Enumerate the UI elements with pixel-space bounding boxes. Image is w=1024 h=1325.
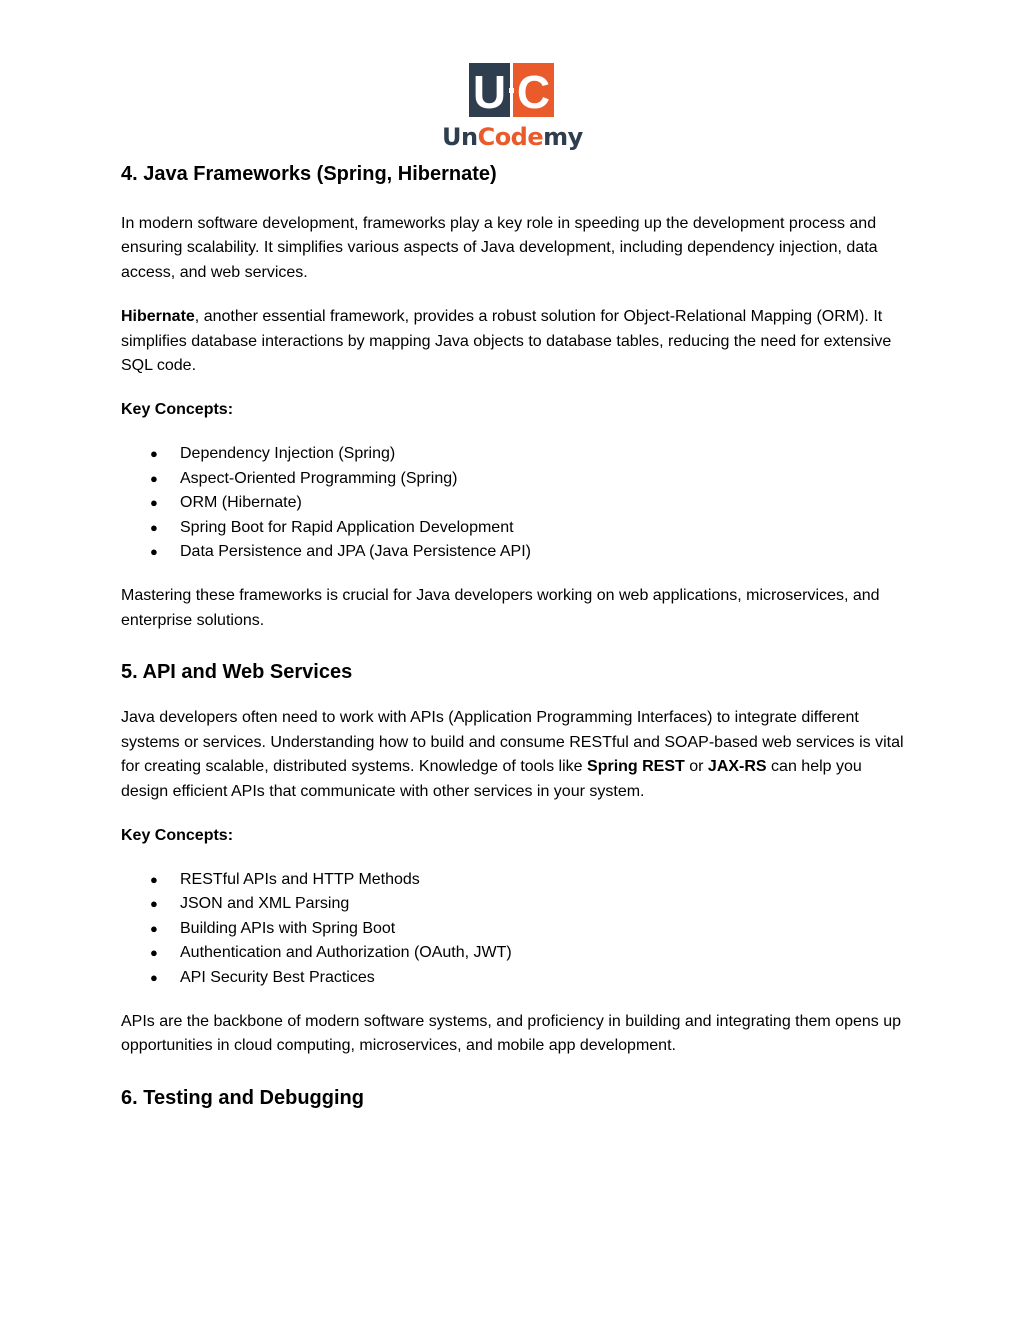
list-item: [121, 467, 911, 491]
logo-word-part2: Code: [477, 123, 544, 151]
list-item: [121, 516, 911, 540]
list-item-text: Spring Boot for Rapid Application Development: [180, 518, 514, 536]
list-item-text: Building APIs with Spring Boot: [180, 919, 396, 937]
list-item: [121, 868, 911, 892]
list-item-text: Dependency Injection (Spring): [180, 445, 396, 463]
list-item: [121, 941, 911, 965]
list-item-text: ORM (Hibernate): [180, 494, 302, 512]
list-item: [121, 917, 911, 941]
section-heading: 6. Testing and Debugging: [121, 1086, 364, 1109]
paragraph-text: can help you design efficient APIs that communicate with other services in your system.: [121, 758, 862, 800]
list-item: [121, 442, 911, 466]
list-item-text: Data Persistence and JPA (Java Persistence API): [180, 543, 531, 561]
list-item: [121, 892, 911, 916]
bold-term: Spring REST: [587, 758, 685, 776]
bullet-icon: ●: [150, 945, 158, 961]
section-heading: 4. Java Frameworks (Spring, Hibernate): [121, 163, 497, 185]
document-body: [121, 160, 911, 1112]
paragraph-text: or: [684, 758, 708, 776]
paragraph: [121, 305, 911, 378]
uncodemy-logo: [442, 63, 582, 153]
bullet-list: [121, 442, 911, 564]
paragraph: [121, 706, 911, 804]
paragraph-text: Java developers often need to work with APIs (Application Programming Interfaces) to integrate different systems or services. Understanding how to build and consume RESTful and SOAP-based web services is vital for creating scalable, distributed systems. Knowledge of tools like: [121, 709, 904, 776]
logo-mark-left: U: [472, 66, 507, 117]
logo-wordmark: [442, 122, 582, 152]
paragraph: Mastering these frameworks is crucial for Java developers working on web applications, microservices, and enterprise solutions.: [121, 587, 880, 629]
paragraph: APIs are the backbone of modern software systems, and proficiency in building and integrating them opens up opportunities in cloud computing, microservices, and mobile app development.: [121, 1012, 902, 1055]
list-item-text: JSON and XML Parsing: [180, 895, 350, 913]
bullet-list: [121, 868, 911, 990]
list-item: [121, 540, 911, 564]
bullet-icon: ●: [150, 495, 158, 511]
bullet-icon: ●: [150, 969, 158, 985]
logo-word-part3: my: [543, 123, 583, 151]
key-concepts-label: Key Concepts:: [121, 826, 234, 844]
paragraph: In modern software development, frameworks play a key role in speeding up the development process and ensuring scalability. It simplifies various aspects of Java development, including dependency injection, data access, and web services.: [121, 215, 878, 281]
logo-word-part1: Un: [442, 123, 478, 151]
list-item: [121, 491, 911, 515]
uc-logo-mark: [469, 63, 554, 117]
bold-term: JAX-RS: [707, 758, 767, 776]
bold-term: Hibernate: [121, 308, 195, 326]
bullet-icon: ●: [150, 920, 158, 936]
bullet-icon: ●: [150, 470, 158, 486]
list-item-text: API Security Best Practices: [180, 968, 375, 986]
key-concepts-label: Key Concepts:: [121, 401, 234, 419]
logo-mark-right: C: [516, 66, 551, 117]
bullet-icon: ●: [150, 544, 158, 560]
list-item-text: Authentication and Authorization (OAuth, JWT): [180, 944, 512, 962]
paragraph-text: , another essential framework, provides a robust solution for Object-Relational Mapping (ORM). It simplifies database interactions by mapping Java objects to database tables, reducing the need for extensive SQL code.: [121, 308, 892, 375]
list-item: [121, 966, 911, 990]
section-heading: 5. API and Web Services: [121, 661, 353, 684]
bullet-icon: ●: [150, 896, 158, 912]
list-item-text: RESTful APIs and HTTP Methods: [180, 870, 420, 888]
list-item-text: Aspect-Oriented Programming (Spring): [180, 469, 458, 487]
bullet-icon: ●: [150, 871, 158, 887]
bullet-icon: ●: [150, 446, 158, 462]
bullet-icon: ●: [150, 519, 158, 535]
